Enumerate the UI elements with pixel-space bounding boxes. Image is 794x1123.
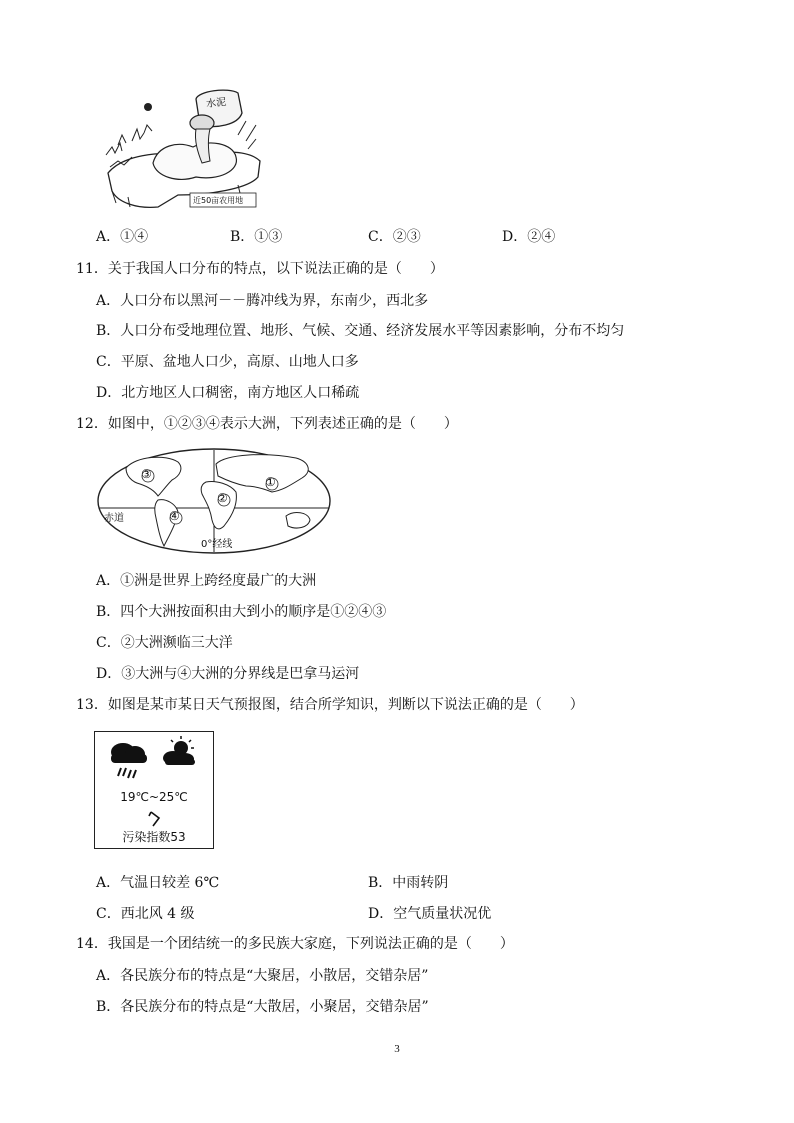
temperature-range: 19℃~25℃ <box>120 790 188 804</box>
q11-option-d[interactable]: D．北方地区人口稠密，南方地区人口稀疏 <box>96 385 360 401</box>
q13-option-a[interactable]: A．气温日较差 6℃ <box>96 875 220 891</box>
q11-option-b[interactable]: B．人口分布受地理位置、地形、气候、交通、经济发展水平等因素影响，分布不均匀 <box>96 323 625 339</box>
sun-behind-cloud-icon <box>163 736 195 765</box>
continent-marker-4: ④ <box>169 509 180 523</box>
q10-cement-figure <box>98 85 268 215</box>
prime-meridian-label: 0°经线 <box>201 539 233 550</box>
q14-option-b[interactable]: B．各民族分布的特点是“大散居，小聚居，交错杂居” <box>96 999 429 1015</box>
continent-marker-2: ② <box>217 491 228 505</box>
q12-world-map <box>96 446 336 556</box>
q12-option-b[interactable]: B．四个大洲按面积由大到小的顺序是①②④③ <box>96 604 387 620</box>
q13-option-b[interactable]: B．中雨转阴 <box>368 875 449 891</box>
cement-bag-label: 水泥 <box>205 96 227 111</box>
q13-weather-forecast <box>94 731 214 849</box>
continent-marker-1: ① <box>265 475 276 489</box>
moderate-rain-icon <box>111 743 147 778</box>
q12-option-d[interactable]: D．③大洲与④大洲的分界线是巴拿马运河 <box>96 666 360 682</box>
q11-option-c[interactable]: C．平原、盆地人口少，高原、山地人口多 <box>96 354 359 370</box>
q12-option-c[interactable]: C．②大洲濒临三大洋 <box>96 635 233 651</box>
q14-stem: 14．我国是一个团结统一的多民族大家庭，下列说法正确的是（ ） <box>76 936 514 952</box>
page-number: 3 <box>394 1043 400 1055</box>
equator-label: 赤道 <box>104 513 124 524</box>
q11-stem: 11．关于我国人口分布的特点，以下说法正确的是（ ） <box>76 261 444 277</box>
farmland-label: 近50亩农用地 <box>193 196 244 205</box>
q13-option-d[interactable]: D．空气质量状况优 <box>368 906 492 922</box>
continent-marker-3: ③ <box>141 467 152 481</box>
q14-option-a[interactable]: A．各民族分布的特点是“大聚居，小散居，交错杂居” <box>96 968 429 984</box>
q12-stem: 12．如图中，①②③④表示大洲，下列表述正确的是（ ） <box>76 416 458 432</box>
q10-option-a[interactable]: A．①④ <box>96 229 149 245</box>
q11-option-a[interactable]: A．人口分布以黑河－－腾冲线为界，东南少，西北多 <box>96 293 429 309</box>
q10-option-d[interactable]: D．②④ <box>502 229 556 245</box>
q13-stem: 13．如图是某市某日天气预报图，结合所学知识，判断以下说法正确的是（ ） <box>76 697 584 713</box>
pollution-index: 污染指数53 <box>122 830 186 844</box>
q13-option-c[interactable]: C．西北风 4 级 <box>96 906 195 922</box>
wind-flag-icon <box>95 808 213 828</box>
q12-option-a[interactable]: A．①洲是世界上跨经度最广的大洲 <box>96 573 317 589</box>
q10-option-b[interactable]: B．①③ <box>230 229 283 245</box>
q10-option-c[interactable]: C．②③ <box>368 229 421 245</box>
